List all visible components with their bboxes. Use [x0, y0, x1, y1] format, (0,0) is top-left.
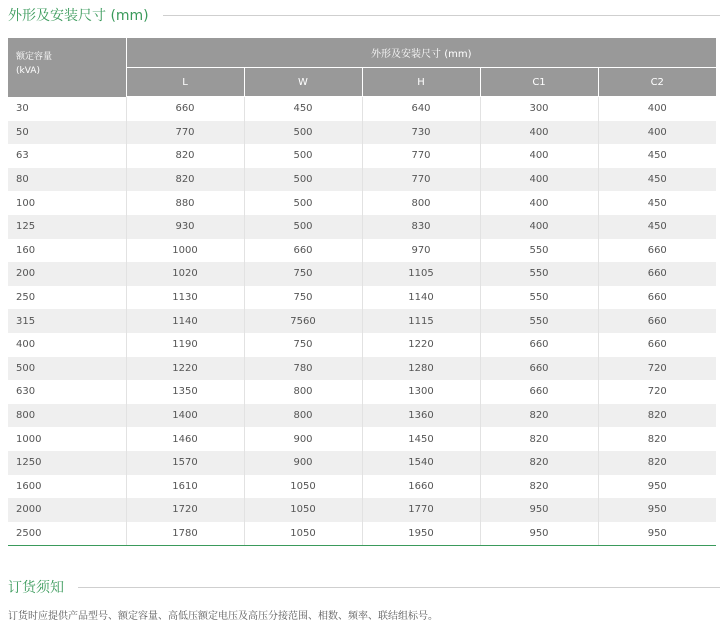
capacity-cell: 500 [8, 357, 126, 381]
dimension-cell: 880 [126, 191, 244, 215]
dimension-cell: 660 [480, 380, 598, 404]
dimension-cell: 660 [480, 357, 598, 381]
capacity-cell: 2500 [8, 522, 126, 546]
dimension-cell: 820 [647, 433, 667, 445]
dimension-cell: 800 [362, 191, 480, 215]
dimension-cell: 770 [362, 144, 480, 168]
capacity-cell: 1000 [8, 427, 126, 451]
column-header-l: L [126, 68, 244, 97]
dimension-cell: 1220 [126, 357, 244, 381]
dimension-cell: 830 [362, 215, 480, 239]
dimension-cell: 660 [598, 262, 716, 286]
capacity-cell: 80 [8, 168, 126, 192]
table-row [8, 144, 716, 168]
dimension-cell: 400 [480, 215, 598, 239]
dimension-cell: 400 [647, 103, 667, 115]
dimension-cell: 450 [647, 150, 667, 162]
dimension-cell: 1105 [362, 262, 480, 286]
dimension-cell: 820 [480, 475, 598, 499]
table-row [8, 333, 716, 357]
capacity-cell: 630 [8, 380, 126, 404]
dimension-cell: 1950 [362, 522, 480, 546]
order-section-header [8, 577, 720, 597]
dimension-cell: 1050 [244, 522, 362, 546]
dimension-cell: 660 [244, 239, 362, 263]
dimensions-section-title: 外形及安装尺寸 (mm) [8, 8, 149, 24]
dimension-cell: 770 [362, 168, 480, 192]
capacity-cell: 800 [8, 404, 126, 428]
dimension-cell: 400 [480, 191, 598, 215]
dimension-cell: 1220 [362, 333, 480, 357]
table-row [8, 97, 716, 121]
dimension-cell: 1780 [126, 522, 244, 546]
dimension-cell: 820 [480, 427, 598, 451]
dimension-cell: 970 [362, 239, 480, 263]
dimension-cell: 1610 [126, 475, 244, 499]
dimensions-table-body [8, 97, 716, 546]
dimension-cell: 1660 [362, 475, 480, 499]
dimension-cell: 900 [244, 451, 362, 475]
dimension-cell: 1450 [362, 427, 480, 451]
dimension-cell: 820 [126, 144, 244, 168]
dimension-cell: 1360 [362, 404, 480, 428]
dimension-cell: 820 [480, 404, 598, 428]
column-header-w: W [244, 68, 362, 97]
dimension-cell: 500 [244, 168, 362, 192]
dimension-cell: 720 [598, 357, 716, 381]
dimension-cell: 820 [598, 404, 716, 428]
dimension-cell: 1000 [126, 239, 244, 263]
table-row [8, 168, 716, 192]
dimension-cell: 400 [598, 121, 716, 145]
column-header-h: H [362, 68, 480, 97]
capacity-cell: 50 [8, 121, 126, 145]
dimension-cell: 1570 [126, 451, 244, 475]
capacity-cell: 315 [8, 309, 126, 333]
dimensions-section-header [8, 5, 720, 25]
capacity-cell: 200 [8, 262, 126, 286]
capacity-cell: 63 [8, 144, 126, 168]
table-row [8, 498, 716, 522]
dimension-cell: 1400 [126, 404, 244, 428]
dimension-cell: 1300 [362, 380, 480, 404]
dimension-cell: 750 [244, 286, 362, 310]
dimension-cell: 640 [362, 97, 480, 121]
capacity-cell: 1600 [8, 475, 126, 499]
table-row [8, 357, 716, 381]
dimension-cell: 1280 [362, 357, 480, 381]
table-row [8, 239, 716, 263]
dimensions-group-header: 外形及安装尺寸 (mm) [126, 38, 716, 68]
dimension-cell: 400 [480, 144, 598, 168]
dimension-cell: 1720 [126, 498, 244, 522]
table-row [8, 427, 716, 451]
dimension-cell: 1190 [126, 333, 244, 357]
capacity-cell: 100 [8, 191, 126, 215]
capacity-cell: 2000 [8, 498, 126, 522]
dimension-cell: 660 [647, 339, 667, 351]
dimension-cell: 660 [647, 292, 667, 304]
dimension-cell: 820 [126, 168, 244, 192]
column-header-c2: C2 [598, 68, 716, 97]
dimension-cell: 550 [480, 239, 598, 263]
dimension-cell: 950 [480, 498, 598, 522]
dimension-cell: 950 [598, 522, 716, 546]
table-row [8, 451, 716, 475]
table-row [8, 191, 716, 215]
dimension-cell: 660 [480, 333, 598, 357]
table-row [8, 262, 716, 286]
section-divider [78, 587, 720, 588]
dimension-cell: 800 [244, 404, 362, 428]
dimension-cell: 800 [244, 380, 362, 404]
capacity-cell: 250 [8, 286, 126, 310]
dimension-cell: 820 [480, 451, 598, 475]
capacity-cell: 400 [8, 333, 126, 357]
capacity-header-unit: (kVA) [16, 66, 40, 76]
dimension-cell: 400 [480, 121, 598, 145]
dimension-cell: 550 [480, 286, 598, 310]
capacity-cell: 30 [8, 97, 126, 121]
dimension-cell: 1050 [244, 475, 362, 499]
dimension-cell: 780 [244, 357, 362, 381]
dimension-cell: 400 [480, 168, 598, 192]
order-note: 订货时应提供产品型号、额定容量、高低压额定电压及高压分接范围、相数、频率、联结组标号。 [8, 611, 438, 622]
dimension-cell: 500 [244, 191, 362, 215]
dimension-cell: 450 [598, 215, 716, 239]
table-row [8, 522, 716, 546]
dimension-cell: 770 [126, 121, 244, 145]
dimension-cell: 450 [647, 197, 667, 209]
dimension-cell: 900 [244, 427, 362, 451]
capacity-column-header [8, 38, 126, 97]
dimension-cell: 450 [244, 97, 362, 121]
dimension-cell: 660 [598, 309, 716, 333]
dimension-cell: 550 [480, 309, 598, 333]
capacity-cell: 160 [8, 239, 126, 263]
order-section-title: 订货须知 [8, 580, 64, 596]
dimension-cell: 1350 [126, 380, 244, 404]
capacity-cell: 125 [8, 215, 126, 239]
dimension-cell: 950 [598, 498, 716, 522]
dimension-cell: 1460 [126, 427, 244, 451]
dimension-cell: 500 [244, 215, 362, 239]
dimension-cell: 750 [244, 333, 362, 357]
table-row [8, 309, 716, 333]
dimension-cell: 660 [126, 97, 244, 121]
table-row [8, 121, 716, 145]
dimension-cell: 750 [244, 262, 362, 286]
dimension-cell: 1115 [362, 309, 480, 333]
dimension-cell: 500 [244, 121, 362, 145]
capacity-header-label: 额定容量 [16, 52, 53, 62]
dimension-cell: 730 [362, 121, 480, 145]
dimension-cell: 820 [598, 451, 716, 475]
dimension-cell: 950 [647, 480, 667, 492]
table-row [8, 215, 716, 239]
capacity-cell: 1250 [8, 451, 126, 475]
dimension-cell: 950 [480, 522, 598, 546]
dimension-cell: 1540 [362, 451, 480, 475]
table-row [8, 380, 716, 404]
dimension-cell: 660 [647, 244, 667, 256]
dimensions-table [8, 38, 716, 546]
dimension-cell: 1770 [362, 498, 480, 522]
dimension-cell: 1140 [362, 286, 480, 310]
dimension-cell: 500 [244, 144, 362, 168]
dimension-cell: 1050 [244, 498, 362, 522]
dimension-cell: 930 [126, 215, 244, 239]
section-divider [163, 15, 720, 16]
dimension-cell: 720 [647, 386, 667, 398]
table-row [8, 475, 716, 499]
dimension-cell: 550 [480, 262, 598, 286]
dimension-cell: 450 [598, 168, 716, 192]
dimension-cell: 1020 [126, 262, 244, 286]
dimension-cell: 300 [480, 97, 598, 121]
dimension-cell: 1140 [126, 309, 244, 333]
dimension-cell: 1130 [126, 286, 244, 310]
table-row [8, 404, 716, 428]
dimension-cell: 7560 [244, 309, 362, 333]
table-row [8, 286, 716, 310]
column-header-c1: C1 [480, 68, 598, 97]
